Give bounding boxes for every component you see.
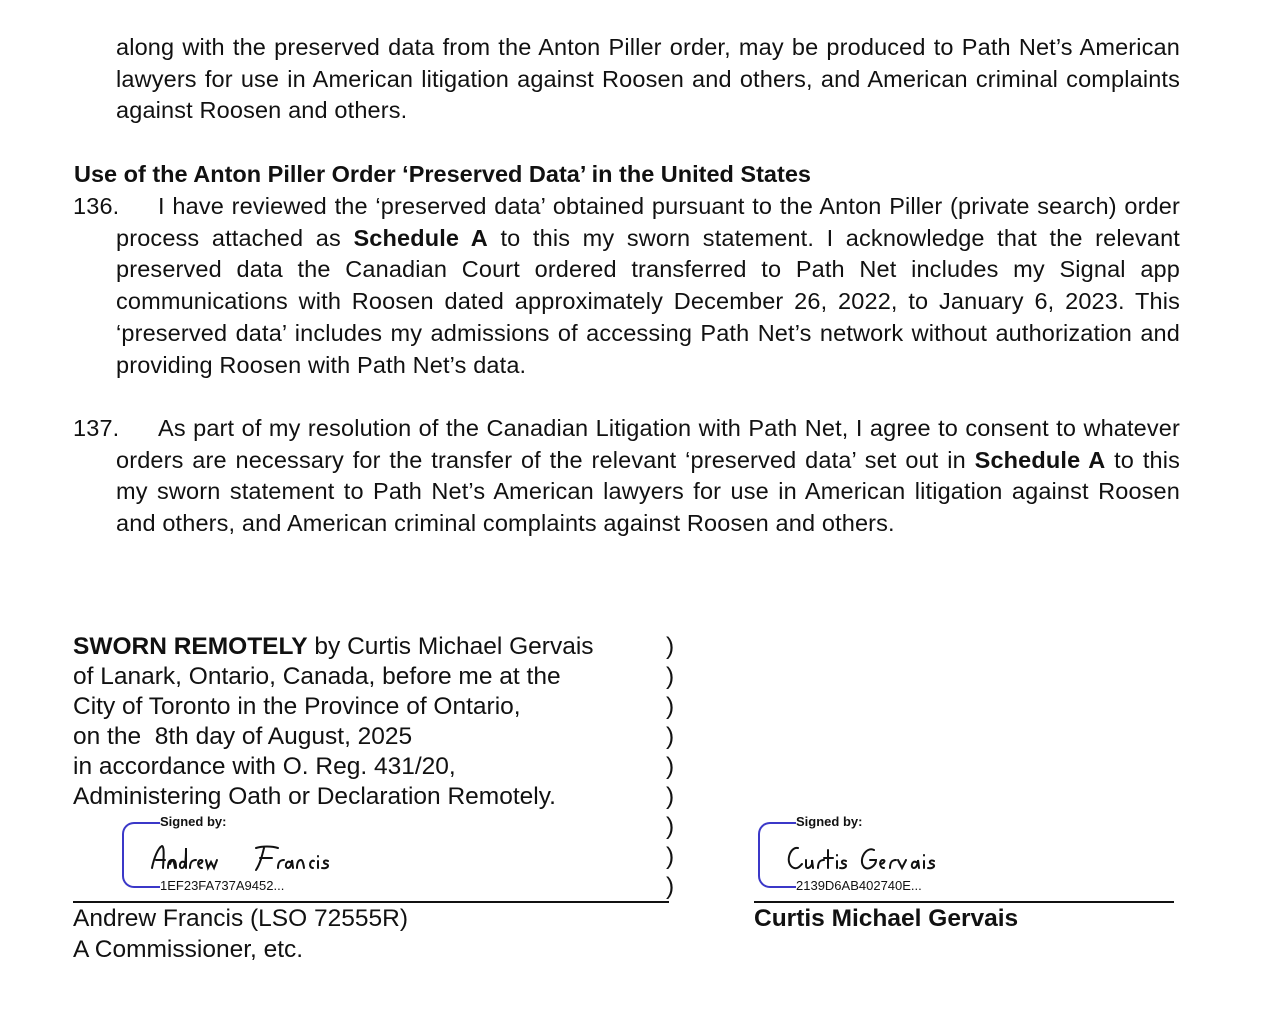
jurat-line-6: Administering Oath or Declaration Remotely. (73, 783, 556, 810)
deponent-name: Curtis Michael Gervais (754, 905, 1019, 932)
commissioner-signature-stamp (122, 816, 382, 896)
paren: ) (666, 813, 675, 840)
paren: ) (666, 843, 675, 870)
paragraph-137 (73, 413, 1180, 540)
envelope-id: 1EF23FA737A9452... (160, 878, 285, 893)
jurat-line-1: by Curtis Michael Gervais (307, 633, 594, 660)
paren: ) (666, 663, 675, 690)
paren: ) (666, 753, 675, 780)
continuation-text: along with the preserved data from the Anton Piller order, may be produced to Path Net’s American lawyers for use in American litigation against Roosen and others, and American criminal complaints against Roosen and others. (116, 34, 1180, 124)
curtis-gervais-signature (780, 834, 1010, 878)
commissioner-title: A Commissioner, etc. (73, 936, 304, 963)
schedule-a-reference: Schedule A (974, 446, 1106, 473)
paren: ) (666, 693, 675, 720)
sworn-remotely-label: SWORN REMOTELY (73, 633, 308, 660)
paragraph-text-after: to this my sworn statement. I acknowledge that the relevant preserved data the Canadian Court ordered transferred to Path Net includes my Signal app communications with Roosen dated approximately December 26, 2022, to January 6, 2023. This ‘preserved data’ includes my admissions of accessing Path Net’s network without authorization and providing Roosen with Path Net’s data. (116, 224, 1180, 378)
paren: ) (666, 873, 675, 900)
paragraph-text-before: As part of my resolution of the Canadian Litigation with Path Net, I agree to consent to whatever orders are necessary for the transfer of the relevant ‘preserved data’ set out in (116, 415, 1180, 473)
deponent-signature-stamp (758, 816, 1018, 896)
andrew-francis-signature (144, 834, 374, 878)
paragraph-number: 136. (73, 193, 120, 219)
jurat-line-3: City of Toronto in the Province of Ontario, (73, 693, 521, 720)
jurat-line-4: on the 8th day of August, 2025 (73, 723, 413, 750)
paragraph-text-before: I have reviewed the ‘preserved data’ obtained pursuant to the Anton Piller (private search) order process attached as (116, 193, 1180, 251)
paragraph-text-after: to this my sworn statement to Path Net’s American lawyers for use in American litigation against Roosen and others, and American criminal complaints against Roosen and others. (116, 446, 1180, 537)
paren: ) (666, 723, 675, 750)
jurat-parenthesis-column (666, 632, 674, 902)
signed-by-label: Signed by: (796, 814, 863, 829)
signed-by-label: Signed by: (160, 814, 227, 829)
commissioner-name: Andrew Francis (LSO 72555R) (73, 905, 408, 932)
jurat-block (73, 632, 594, 812)
paren: ) (666, 783, 675, 810)
section-heading: Use of the Anton Piller Order ‘Preserved Data’ in the United States (74, 161, 811, 187)
jurat-line-2: of Lanark, Ontario, Canada, before me at the (73, 663, 561, 690)
paragraph-136 (73, 191, 1180, 381)
paren: ) (666, 633, 675, 660)
envelope-id: 2139D6AB402740E... (796, 878, 922, 893)
jurat-line-5: in accordance with O. Reg. 431/20, (73, 753, 456, 780)
paragraph-number: 137. (73, 415, 120, 441)
continuation-paragraph (116, 32, 1180, 127)
schedule-a-reference: Schedule A (353, 224, 488, 251)
